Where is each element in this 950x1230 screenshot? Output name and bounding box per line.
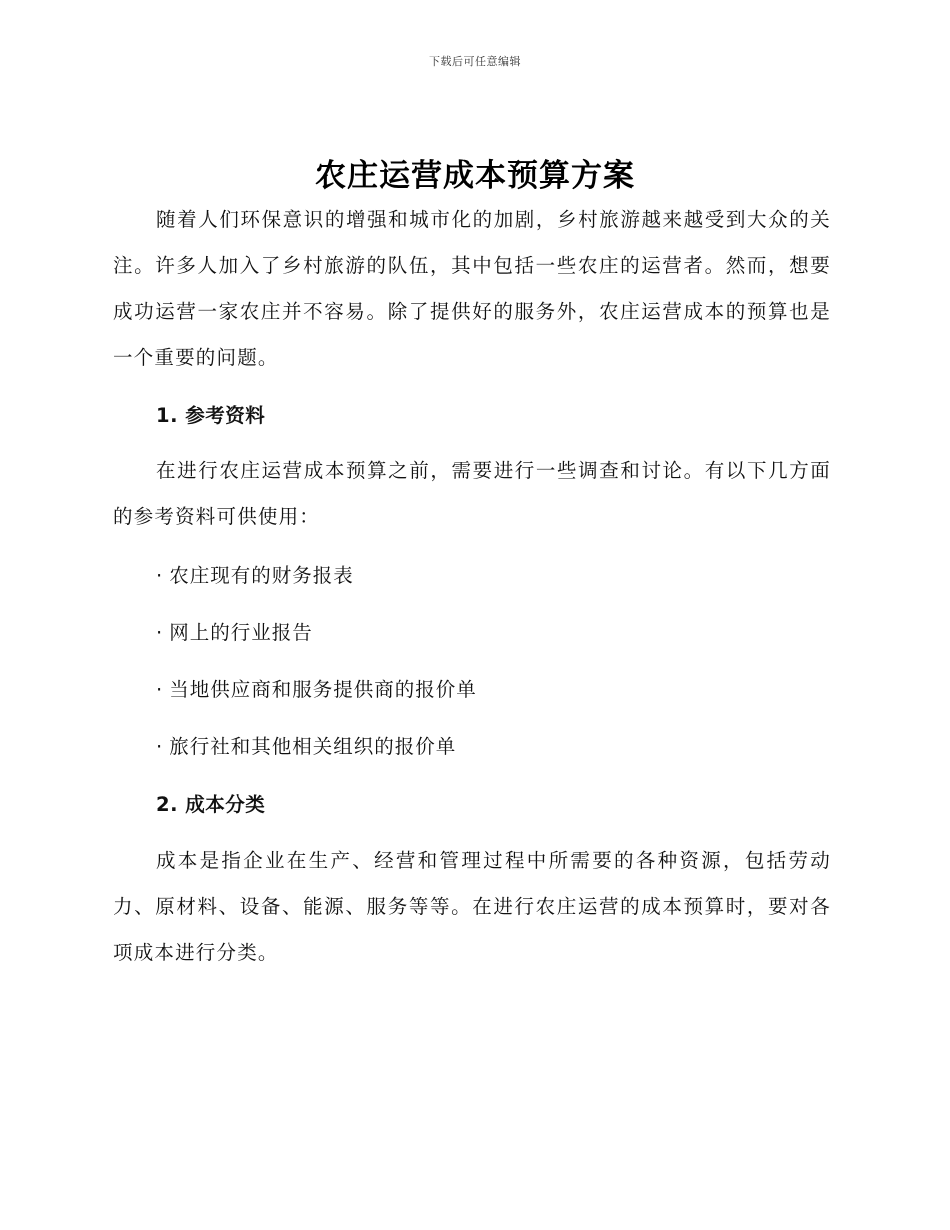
section-1-heading: 1. 参考资料 xyxy=(156,404,266,427)
list-item xyxy=(156,617,313,645)
intro-paragraph: 随着人们环保意识的增强和城市化的加剧，乡村旅游越来越受到大众的关注。许多人加入了乡村旅游的队伍，其中包括一些农庄的运营者。然而，想要成功运营一家农庄并不容易。除了提供好的服务外，农庄运营成本的预算也是一个重要的问题。 xyxy=(113,208,831,369)
list-item xyxy=(156,674,477,702)
list-item xyxy=(156,560,354,588)
section-2-body: 成本是指企业在生产、经营和管理过程中所需要的各种资源，包括劳动力、原材料、设备、能源、服务等等。在进行农庄运营的成本预算时，要对各项成本进行分类。 xyxy=(113,849,831,964)
list-item xyxy=(156,731,456,759)
bullet-dot: · xyxy=(156,735,164,758)
section-2-heading: 2. 成本分类 xyxy=(156,793,266,816)
list-item-text: 网上的行业报告 xyxy=(169,621,313,644)
document-title: 农庄运营成本预算方案 xyxy=(315,158,635,194)
list-item-text: 旅行社和其他相关组织的报价单 xyxy=(169,735,457,758)
header-note: 下载后可任意编辑 xyxy=(429,55,521,68)
list-item-text: 农庄现有的财务报表 xyxy=(169,564,354,587)
bullet-dot: · xyxy=(156,564,164,587)
section-1-body: 在进行农庄运营成本预算之前，需要进行一些调查和讨论。有以下几方面的参考资料可供使用： xyxy=(113,459,831,528)
bullet-dot: · xyxy=(156,678,164,701)
bullet-dot: · xyxy=(156,621,164,644)
list-item-text: 当地供应商和服务提供商的报价单 xyxy=(169,678,477,701)
